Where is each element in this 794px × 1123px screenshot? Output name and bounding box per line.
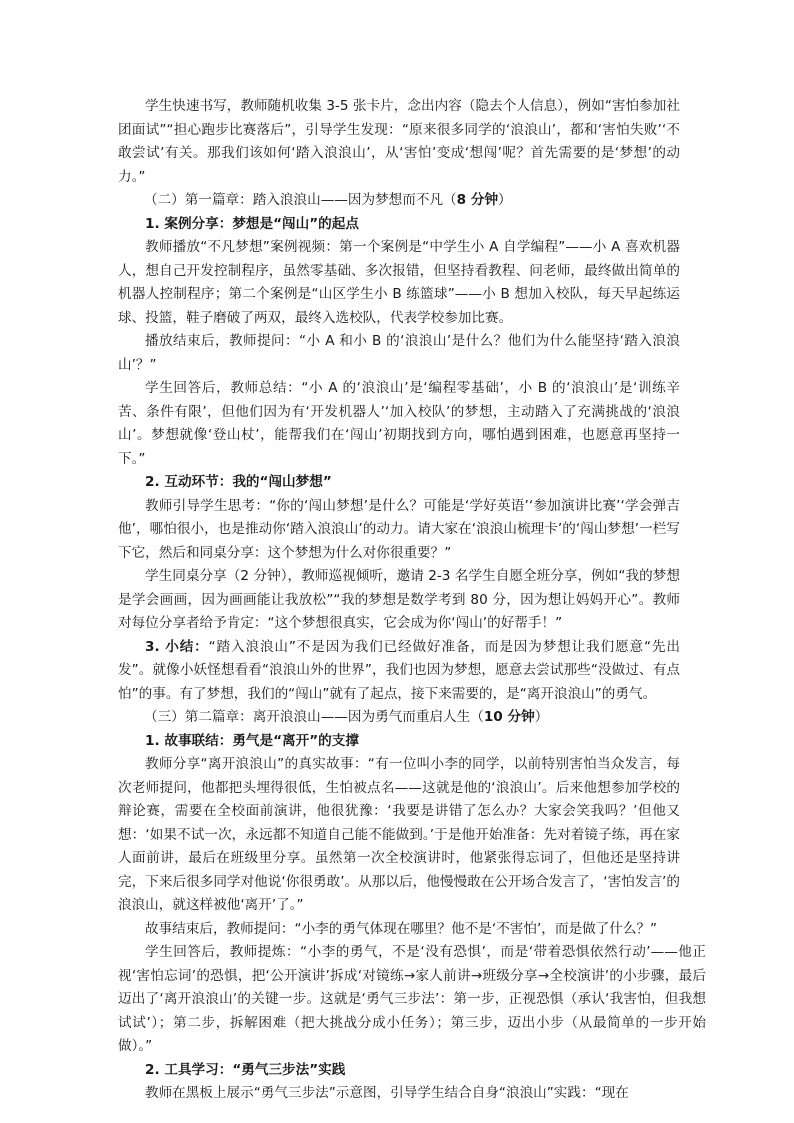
summary-text: “踏入浪浪山”不是因为我们已经做好准备，而是因为梦想让我们愿意“先出发”。就像小妖怪想看看“浪浪山外的世界”，我们也因为梦想，愿意去尝试那些“没做过、有点怕”的事。有了梦想，我们的“闯山”就有了起点，接下来需要的，是“离开浪浪山”的勇气。 (118, 638, 680, 702)
document-page (118, 95, 706, 1106)
section-heading-close: ） (498, 192, 512, 208)
paragraph-blackboard-diagram: 教师在黑板上展示“勇气三步法”示意图，引导学生结合自身“浪浪山”实践：“现在 (145, 1085, 629, 1101)
paragraph-chapter-one-summary (118, 636, 680, 707)
paragraph-courage-steps: 学生回答后，教师提炼：“小李的勇气，不是‘没有恐惧’，而是‘带着恐惧依然行动’——他正视‘害怕忘词’的恐惧，把‘公开演讲’拆成‘对镜练→家人前讲→班级分享→全校演讲’的小步骤，最后迈出了‘离开浪浪山’的关键一步。这就是‘勇气三步法’：第一步，正视恐惧（承认‘我害怕，但我想试试’）；第二步，拆解困难（把大挑战分成小任务）；第三步，迈出小步（从最简单的一步开始做）。” (118, 944, 706, 1054)
paragraph-card-collection: 学生快速书写，教师随机收集 3-5 张卡片，念出内容（隐去个人信息），例如“害怕参加社团面试”“担心跑步比赛落后”，引导学生发现：“原来很多同学的‘浪浪山’，都和‘害怕失败’‘不敢尝试’有关。那我们该如何‘踏入浪浪山’，从‘害怕’变成‘想闯’呢？首先需要的是‘梦想’的动力。” (118, 98, 680, 185)
paragraph-story-question: 故事结束后，教师提问：“小李的勇气体现在哪里？他不是‘不害怕’，而是做了什么？” (145, 920, 658, 937)
subheading-case-sharing: 1. 案例分享：梦想是“闯山”的起点 (145, 215, 359, 232)
subheading-story-link: 1. 故事联结：勇气是“离开”的支撑 (145, 732, 359, 749)
subheading-tool-learning: 2. 工具学习：“勇气三步法”实践 (145, 1061, 346, 1078)
paragraph-dream-prompt: 教师引导学生思考：“你的‘闯山梦想’是什么？可能是‘学好英语’‘参加演讲比赛’‘学会弹吉他’，哪怕很小，也是推动你‘踏入浪浪山’的动力。请大家在‘浪浪山梳理卡’的‘闯山梦想’一栏写下它，然后和同桌分享：这个梦想为什么对你很重要？” (118, 497, 680, 561)
subheading-interaction: 2. 互动环节：我的“闯山梦想” (145, 474, 332, 490)
paragraph-teacher-summary: 学生回答后，教师总结：“小 A 的‘浪浪山’是‘编程零基础’，小 B 的‘浪浪山’是‘训练辛苦、条件有限’，但他们因为有‘开发机器人’‘加入校队’的梦想，主动踏入了充满挑战的‘浪浪山’。梦想就像‘登山杖’，能帮我们在‘闯山’初期找到方向，哪怕遇到困难，也愿意再坚持一下。” (118, 380, 680, 467)
paragraph-teacher-question: 播放结束后，教师提问：“小 A 和小 B 的‘浪浪山’是什么？他们为什么能坚持‘踏入浪浪山’？” (118, 333, 680, 373)
section-duration: 8 分钟 (456, 192, 499, 208)
section-heading-close: ） (534, 709, 549, 725)
paragraph-case-video: 教师播放“不凡梦想”案例视频：第一个案例是“中学生小 A 自学编程”——小 A 喜欢机器人，想自己开发控制程序，虽然零基础、多次报错，但坚持看教程、问老师，最终做出简单的机器人控制程序；第二个案例是“山区学生小 B 练篮球”——小 B 想加入校队，每天早起练运球、投篮，鞋子磨破了两双，最终入选校队，代表学校参加比赛。 (118, 239, 680, 326)
section-heading-text: （二）第一篇章：踏入浪浪山——因为梦想而不凡（ (144, 192, 457, 208)
section-heading-chapter-one (118, 189, 680, 213)
section-heading-chapter-two (118, 706, 680, 730)
section-duration: 10 分钟 (483, 709, 535, 725)
section-heading-text: （三）第二篇章：离开浪浪山——因为勇气而重启人生（ (144, 709, 484, 725)
summary-label: 3. 小结： (145, 638, 209, 655)
paragraph-peer-sharing: 学生同桌分享（2 分钟），教师巡视倾听，邀请 2-3 名学生自愿全班分享，例如“我的梦想是学会画画，因为画画能让我放松”“我的梦想是数学考到 80 分，因为想让妈妈开心”。教师对每位分享者给予肯定：“这个梦想很真实，它会成为你‘闯山’的好帮手！” (118, 568, 680, 631)
paragraph-xiaoli-story: 教师分享“离开浪浪山”的真实故事：“有一位叫小李的同学，以前特别害怕当众发言，每次老师提问，他都把头埋得很低，生怕被点名——这就是他的‘浪浪山’。后来他想参加学校的辩论赛，需要在全校面前演讲，他很犹豫：‘我要是讲错了怎么办？大家会笑我吗？’但他又想：‘如果不试一次，永远都不知道自己能不能做到。’于是他开始准备：先对着镜子练，再在家人面前讲，最后在班级里分享。虽然第一次全校演讲时，他紧张得忘词了，但他还是坚持讲完，下来后很多同学对他说‘你很勇敢’。从那以后，他慢慢敢在公开场合发言了，‘害怕发言’的浪浪山，就这样被他‘离开’了。” (118, 756, 680, 913)
